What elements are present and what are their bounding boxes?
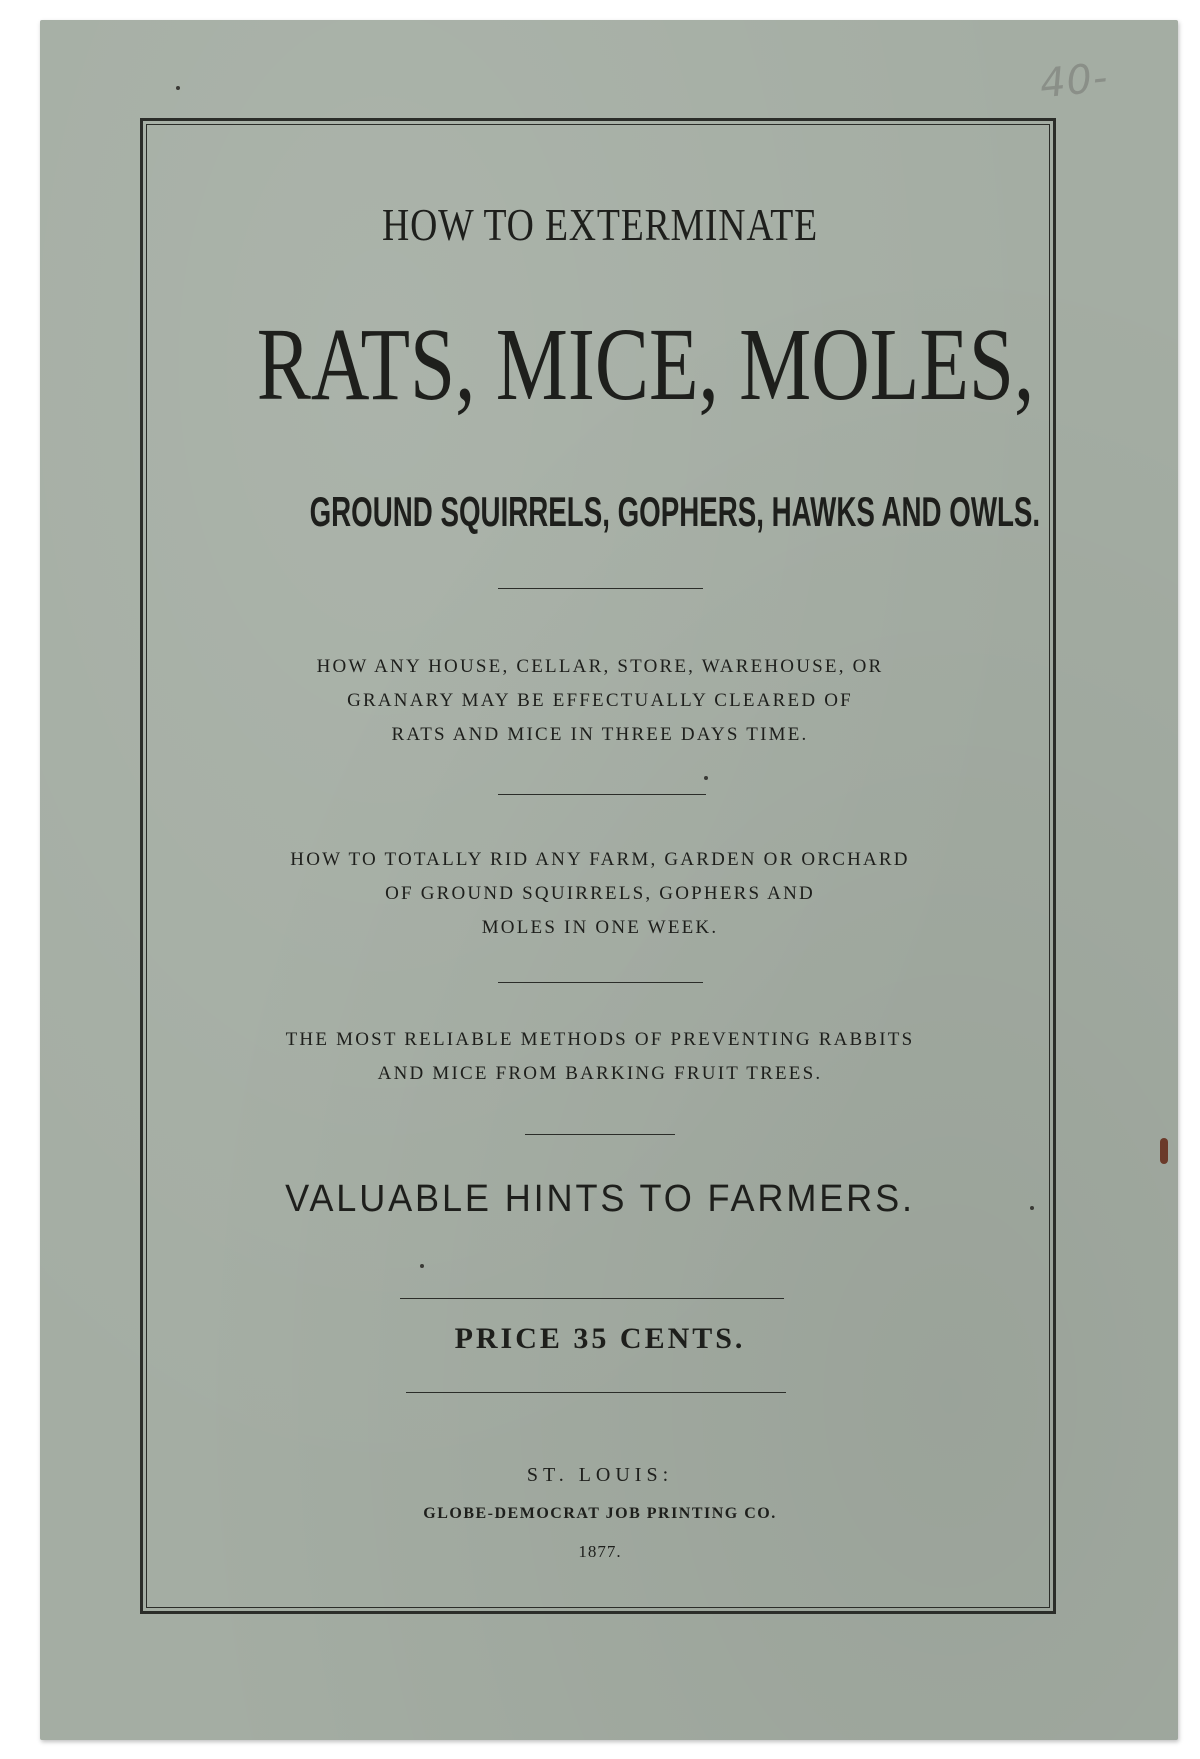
paragraph-2-line-3: MOLES IN ONE WEEK. — [481, 917, 719, 938]
divider-rule — [498, 794, 706, 795]
price-rule-top — [400, 1298, 784, 1299]
title-line-3: GROUND SQUIRRELS, GOPHERS, HAWKS AND OWLS. — [309, 488, 1041, 535]
imprint-city: ST. LOUIS: — [526, 1464, 674, 1486]
paper-speck — [704, 776, 708, 780]
rust-stain — [1160, 1138, 1168, 1164]
imprint-printer: GLOBE-DEMOCRAT JOB PRINTING CO. — [423, 1505, 777, 1522]
paragraph-2-line-1: HOW TO TOTALLY RID ANY FARM, GARDEN OR ORCHARD — [290, 849, 910, 870]
paragraph-1-line-2: GRANARY MAY BE EFFECTUALLY CLEARED OF — [347, 690, 853, 711]
paragraph-3-line-2: AND MICE FROM BARKING FRUIT TREES. — [377, 1063, 823, 1084]
paper-speck — [176, 86, 180, 90]
valuable-hints-line: VALUABLE HINTS TO FARMERS. — [285, 1178, 915, 1220]
paragraph-3-line-1: THE MOST RELIABLE METHODS OF PREVENTING RABBITS — [285, 1029, 915, 1050]
paragraph-1-line-1: HOW ANY HOUSE, CELLAR, STORE, WAREHOUSE, OR — [316, 656, 884, 677]
paragraph-2-line-2: OF GROUND SQUIRRELS, GOPHERS AND — [385, 883, 815, 904]
divider-rule — [498, 982, 703, 983]
imprint-year: 1877. — [578, 1542, 622, 1561]
paper-speck — [1030, 1206, 1034, 1210]
price-rule-bottom — [406, 1392, 786, 1393]
paper-speck — [420, 1264, 424, 1268]
price-line: PRICE 35 CENTS. — [454, 1322, 746, 1355]
title-line-2: RATS, MICE, MOLES, — [256, 307, 1035, 422]
title-line-1: HOW TO EXTERMINATE — [382, 199, 818, 250]
paragraph-1-line-3: RATS AND MICE IN THREE DAYS TIME. — [391, 724, 809, 745]
pencil-price-note: 40- — [1037, 54, 1111, 108]
divider-rule — [525, 1134, 675, 1135]
divider-rule — [498, 588, 703, 589]
